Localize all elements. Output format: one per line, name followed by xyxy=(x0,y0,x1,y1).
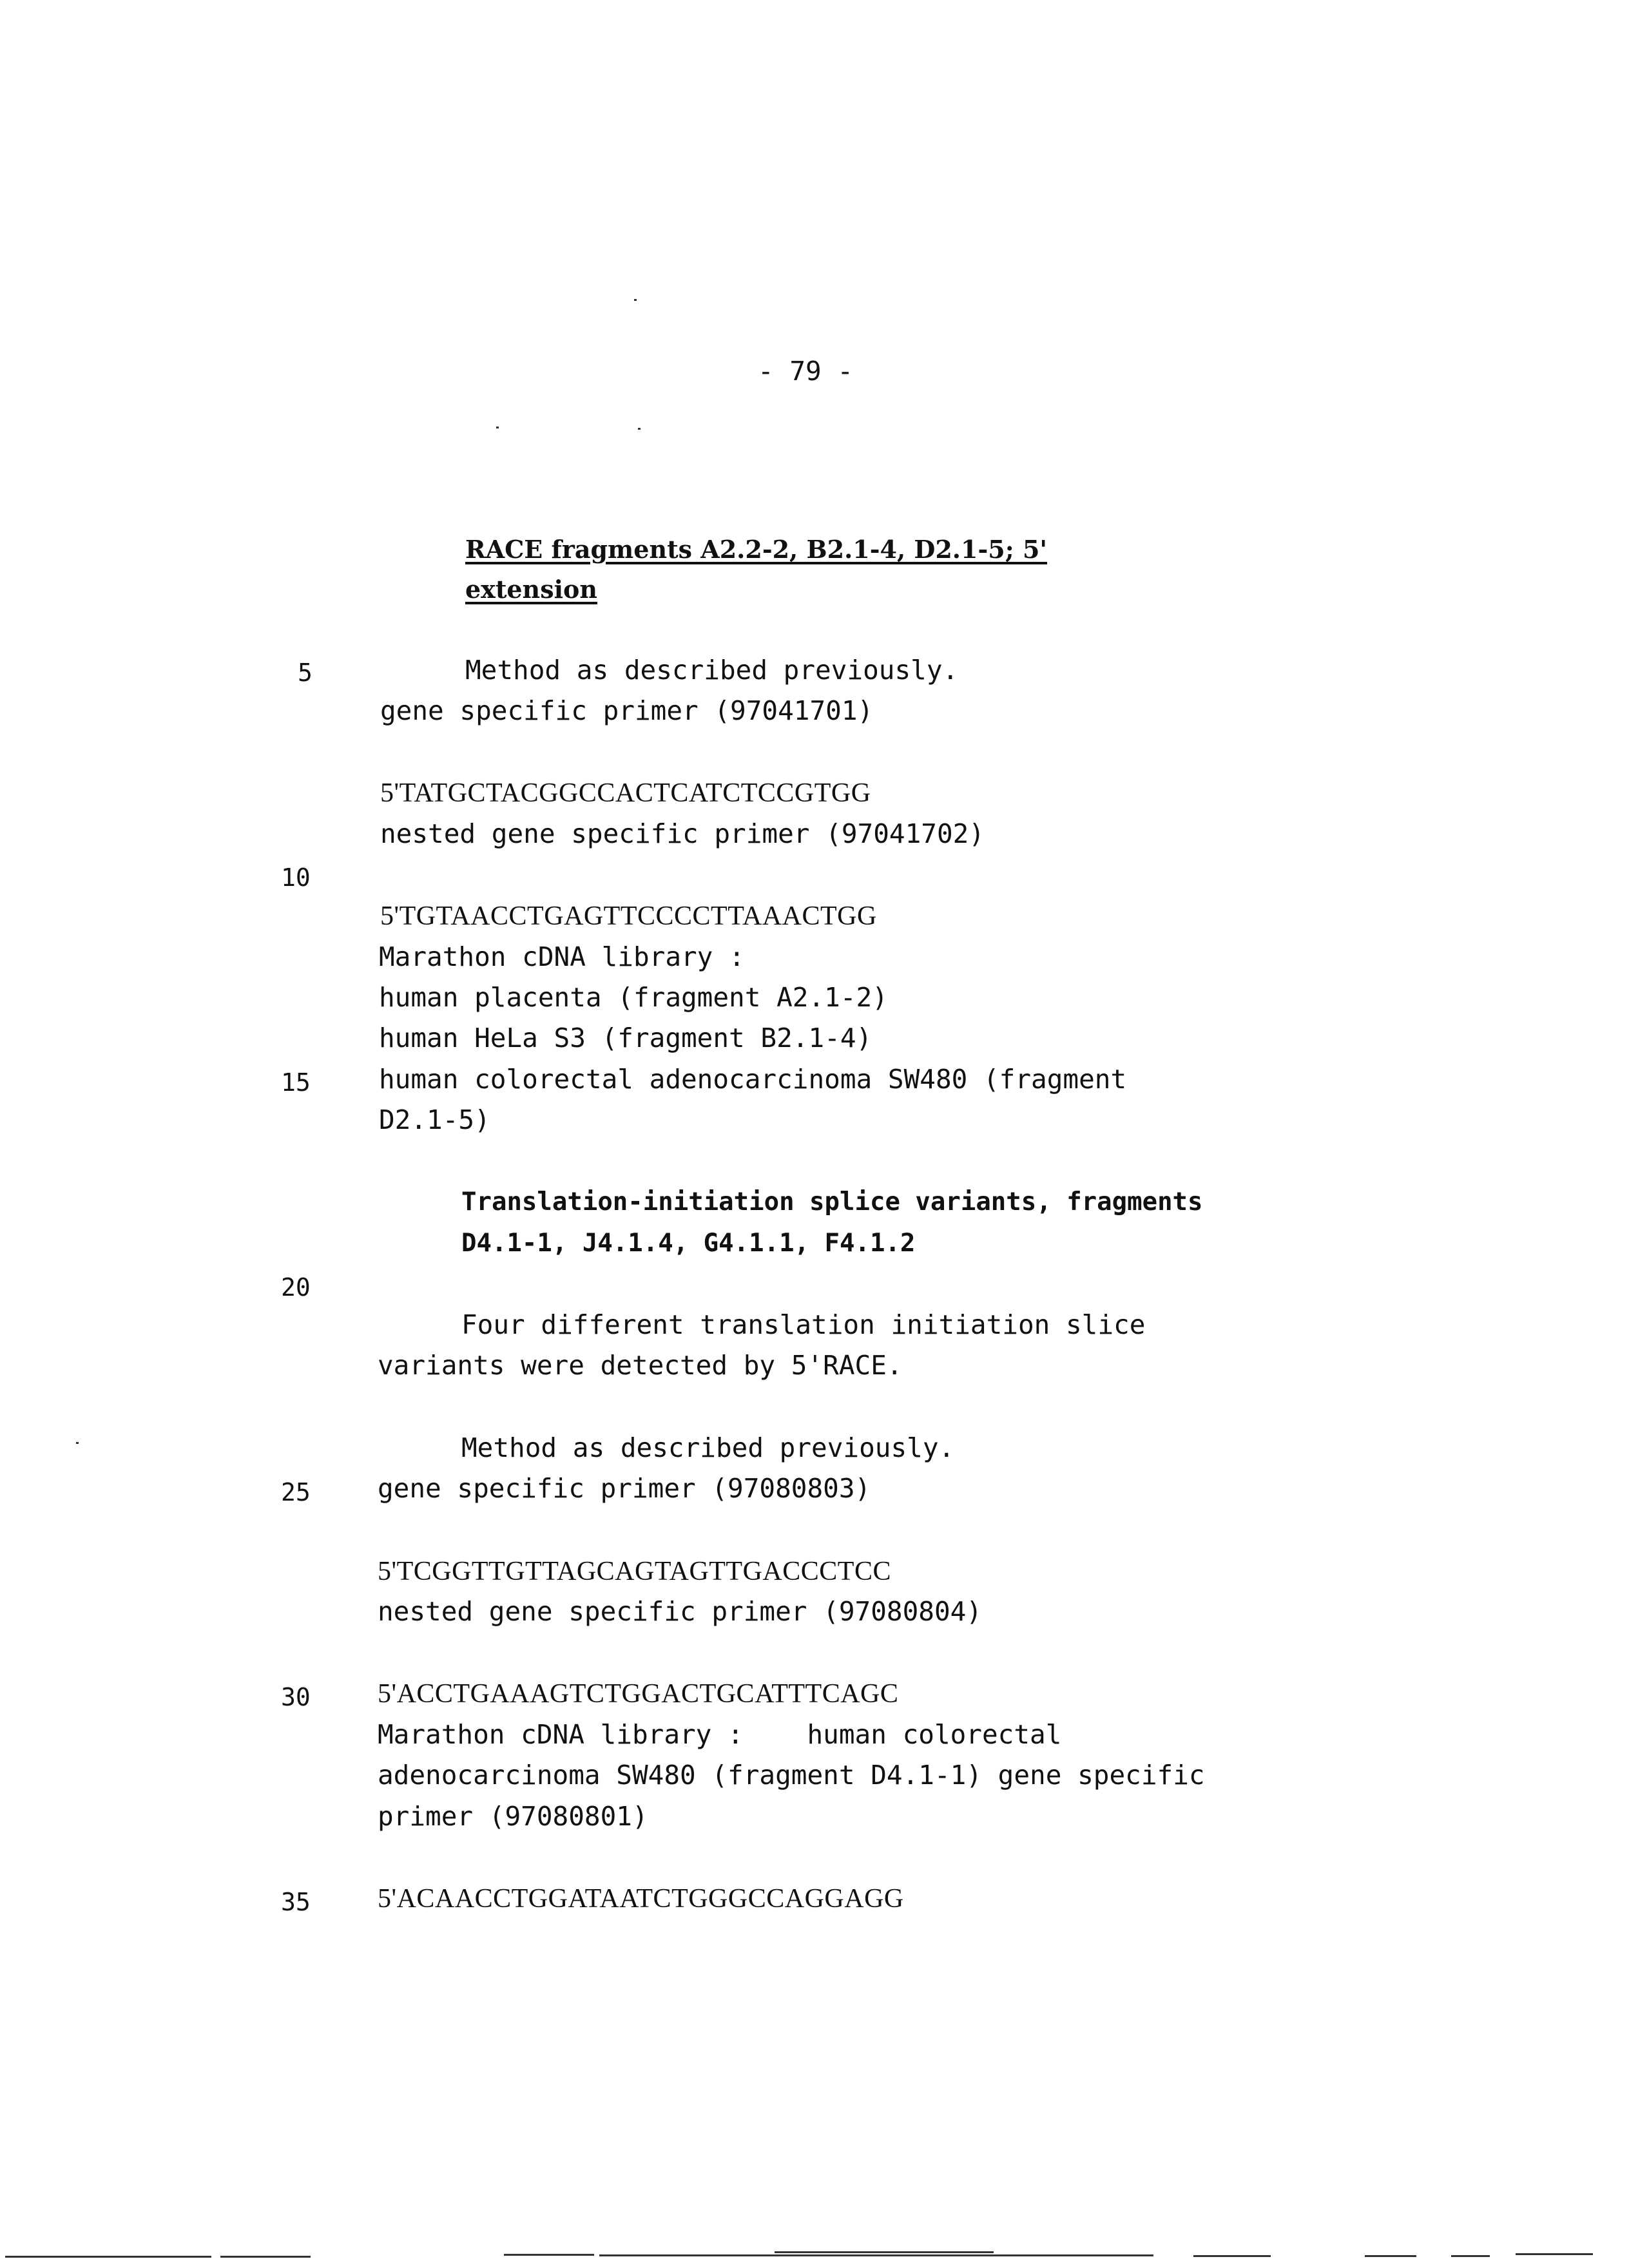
section-2-final-sequence: 5'ACAACCTGGATAATCTGGGCCAGGAGG xyxy=(378,1884,904,1914)
section-2-nested-label: nested gene specific primer (97080804) xyxy=(378,1596,982,1627)
section-2-gsp-sequence: 5'TCGGTTGTTAGCAGTAGTTGACCCTCC xyxy=(378,1557,891,1586)
scan-speck xyxy=(634,299,637,301)
section-1-nested-sequence: 5'TGTAACCTGAGTTCCCCTTAAACTGG xyxy=(380,901,877,931)
scan-rule xyxy=(775,2251,994,2253)
section-1-library-hela: human HeLa S3 (fragment B2.1-4) xyxy=(379,1023,872,1053)
line-number-5: 5 xyxy=(298,658,313,687)
scan-rule xyxy=(504,2254,594,2256)
section-2-heading-line-2: D4.1-1, J4.1.4, G4.1.1, F4.1.2 xyxy=(461,1229,916,1258)
section-1-heading-line-2: extension xyxy=(465,575,597,604)
scan-speck xyxy=(76,1442,79,1444)
section-1-library-label: Marathon cDNA library : xyxy=(379,941,745,972)
section-2-heading-line-1: Translation-initiation splice variants, fragments xyxy=(461,1187,1203,1216)
section-1-method: Method as described previously. xyxy=(465,655,959,686)
section-2-gsp-label: gene specific primer (97080803) xyxy=(378,1473,871,1504)
line-number-15: 15 xyxy=(281,1068,311,1097)
scan-rule xyxy=(1451,2255,1490,2257)
scan-speck xyxy=(496,427,499,428)
section-1-library-placenta: human placenta (fragment A2.1-2) xyxy=(379,982,888,1013)
line-number-30: 30 xyxy=(281,1683,311,1711)
section-1-nested-label: nested gene specific primer (97041702) xyxy=(380,818,985,849)
section-2-nested-sequence: 5'ACCTGAAAGTCTGGACTGCATTTCAGC xyxy=(378,1679,899,1709)
scan-rule xyxy=(599,2254,1153,2256)
section-2-method: Method as described previously. xyxy=(461,1432,955,1463)
scan-rule xyxy=(1365,2255,1416,2257)
scan-rule xyxy=(1193,2255,1271,2257)
section-2-library-line-1: Marathon cDNA library : human colorectal xyxy=(378,1719,1062,1750)
scan-rule xyxy=(220,2256,311,2258)
scan-speck xyxy=(638,428,641,430)
scan-rule xyxy=(1516,2253,1593,2255)
section-2-paragraph-line-1: Four different translation initiation slice xyxy=(461,1309,1146,1340)
section-1-gsp-label: gene specific primer (97041701) xyxy=(380,695,874,726)
line-number-20: 20 xyxy=(281,1273,311,1302)
page-number: - 79 - xyxy=(758,356,854,387)
scan-rule xyxy=(5,2256,211,2258)
section-1-heading-line-1: RACE fragments A2.2-2, B2.1-4, D2.1-5; 5' xyxy=(465,535,1048,564)
section-2-paragraph-line-2: variants were detected by 5'RACE. xyxy=(378,1350,903,1381)
line-number-25: 25 xyxy=(281,1478,311,1506)
section-1-library-colorectal-cont: D2.1-5) xyxy=(379,1104,490,1135)
line-number-35: 35 xyxy=(281,1888,311,1916)
section-2-library-line-2: adenocarcinoma SW480 (fragment D4.1-1) gene specific xyxy=(378,1760,1205,1791)
section-1-gsp-sequence: 5'TATGCTACGGCCACTCATCTCCGTGG xyxy=(380,778,871,808)
line-number-10: 10 xyxy=(281,863,311,892)
section-1-library-colorectal: human colorectal adenocarcinoma SW480 (fragment xyxy=(379,1064,1127,1095)
section-2-library-line-3: primer (97080801) xyxy=(378,1801,648,1832)
